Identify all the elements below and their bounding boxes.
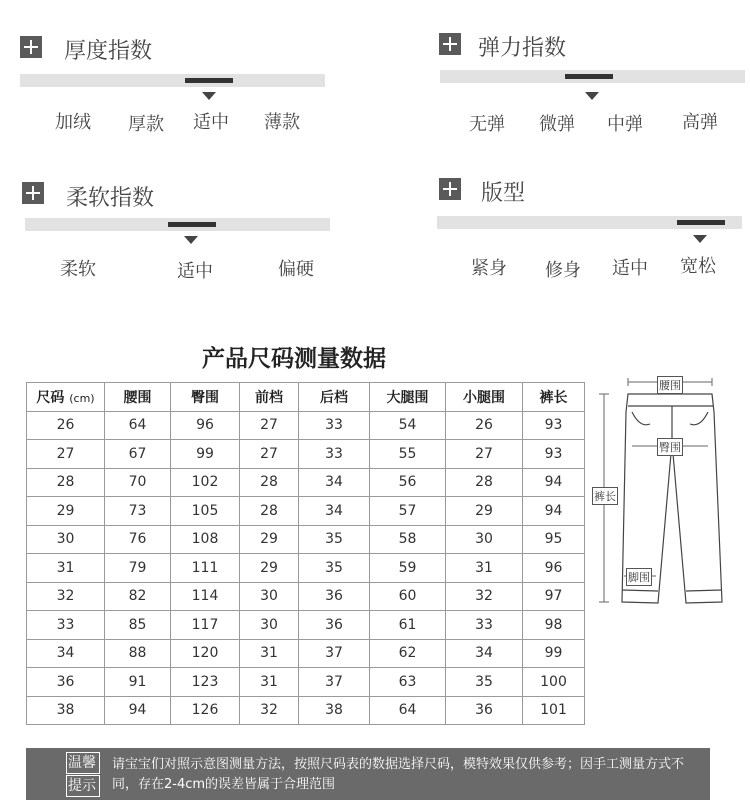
- table-cell: 55: [370, 440, 446, 469]
- plus-icon: [439, 33, 461, 55]
- reminder-tag-line: 提示: [66, 775, 100, 797]
- size-table-body: [27, 411, 585, 725]
- table-cell: 88: [105, 639, 171, 668]
- column-header: 小腿围: [446, 383, 523, 412]
- table-cell: 59: [370, 554, 446, 583]
- table-cell: 29: [240, 554, 299, 583]
- thickness-level: 加绒: [55, 112, 91, 133]
- table-cell: 97: [523, 582, 585, 611]
- elasticity-level: 高弹: [682, 112, 718, 133]
- table-cell: 33: [446, 611, 523, 640]
- table-cell: 108: [171, 525, 240, 554]
- table-cell: 76: [105, 525, 171, 554]
- table-cell: 29: [27, 497, 105, 526]
- table-cell: 99: [171, 440, 240, 469]
- softness-level: 偏硬: [278, 259, 314, 280]
- table-row: [27, 639, 585, 668]
- table-row: [27, 582, 585, 611]
- table-row: [27, 668, 585, 697]
- table-cell: 61: [370, 611, 446, 640]
- table-cell: 33: [299, 411, 370, 440]
- table-row: [27, 611, 585, 640]
- table-cell: 82: [105, 582, 171, 611]
- table-cell: 60: [370, 582, 446, 611]
- elasticity-level: 中弹: [607, 114, 643, 135]
- elasticity-pointer-icon: [585, 92, 599, 100]
- table-cell: 35: [299, 525, 370, 554]
- fit-level: 适中: [612, 258, 648, 279]
- waist-label: 腰围: [657, 376, 683, 394]
- table-cell: 32: [446, 582, 523, 611]
- softness-title: 柔软指数: [66, 186, 155, 211]
- table-cell: 117: [171, 611, 240, 640]
- table-cell: 36: [299, 611, 370, 640]
- table-cell: 95: [523, 525, 585, 554]
- table-cell: 31: [27, 554, 105, 583]
- table-cell: 27: [446, 440, 523, 469]
- table-row: [27, 440, 585, 469]
- hip-label: 臀围: [657, 438, 683, 456]
- table-cell: 34: [27, 639, 105, 668]
- table-cell: 54: [370, 411, 446, 440]
- table-cell: 27: [240, 440, 299, 469]
- table-cell: 120: [171, 639, 240, 668]
- thickness-title: 厚度指数: [64, 39, 153, 64]
- table-cell: 29: [446, 497, 523, 526]
- table-cell: 37: [299, 668, 370, 697]
- table-cell: 31: [446, 554, 523, 583]
- table-row: [27, 411, 585, 440]
- column-header: 后档: [299, 383, 370, 412]
- table-cell: 27: [240, 411, 299, 440]
- thickness-level: 薄款: [264, 112, 300, 133]
- fit-indicator: [677, 220, 725, 225]
- softness-level: 柔软: [60, 259, 96, 280]
- table-cell: 38: [299, 696, 370, 725]
- fit-title: 版型: [481, 181, 526, 206]
- table-cell: 64: [370, 696, 446, 725]
- table-row: [27, 497, 585, 526]
- unit-label: (cm): [69, 391, 95, 405]
- table-cell: 105: [171, 497, 240, 526]
- table-cell: 28: [446, 468, 523, 497]
- table-cell: 30: [446, 525, 523, 554]
- fit-level: 宽松: [680, 256, 716, 277]
- thickness-level: 厚款: [128, 114, 164, 135]
- table-cell: 58: [370, 525, 446, 554]
- table-cell: 36: [446, 696, 523, 725]
- table-cell: 93: [523, 440, 585, 469]
- table-cell: 34: [299, 497, 370, 526]
- table-cell: 26: [27, 411, 105, 440]
- table-cell: 126: [171, 696, 240, 725]
- table-cell: 56: [370, 468, 446, 497]
- table-cell: 57: [370, 497, 446, 526]
- table-cell: 99: [523, 639, 585, 668]
- table-cell: 93: [523, 411, 585, 440]
- table-cell: 34: [446, 639, 523, 668]
- column-header: 腰围: [105, 383, 171, 412]
- table-cell: 28: [240, 497, 299, 526]
- table-cell: 36: [27, 668, 105, 697]
- table-cell: 28: [240, 468, 299, 497]
- table-cell: 73: [105, 497, 171, 526]
- table-cell: 98: [523, 611, 585, 640]
- size-table-title: 产品尺码测量数据: [202, 346, 386, 372]
- table-cell: 114: [171, 582, 240, 611]
- table-cell: 35: [299, 554, 370, 583]
- table-cell: 67: [105, 440, 171, 469]
- softness-indicator: [168, 222, 216, 227]
- column-header: [27, 383, 105, 412]
- reminder-tag: [66, 752, 100, 798]
- reminder-text: 请宝宝们对照示意图测量方法，按照尺码表的数据选择尺码，模特效果仅供参考；因手工测量方式不同，存在2-4cm的误差皆属于合理范围: [112, 757, 685, 792]
- plus-icon: [22, 182, 44, 204]
- table-cell: 96: [523, 554, 585, 583]
- table-cell: 101: [523, 696, 585, 725]
- thickness-level: 适中: [193, 112, 229, 133]
- table-cell: 31: [240, 639, 299, 668]
- table-row: [27, 554, 585, 583]
- thickness-indicator: [185, 78, 233, 83]
- table-cell: 91: [105, 668, 171, 697]
- size-table: [26, 382, 585, 725]
- table-cell: 27: [27, 440, 105, 469]
- table-cell: 62: [370, 639, 446, 668]
- fit-level: 紧身: [471, 258, 507, 279]
- leg-opening-label: 脚围: [626, 568, 652, 586]
- table-cell: 102: [171, 468, 240, 497]
- table-row: [27, 468, 585, 497]
- table-cell: 31: [240, 668, 299, 697]
- table-cell: 111: [171, 554, 240, 583]
- table-cell: 30: [27, 525, 105, 554]
- thickness-pointer-icon: [202, 92, 216, 100]
- fit-level: 修身: [545, 260, 581, 281]
- table-cell: 30: [240, 611, 299, 640]
- table-cell: 28: [27, 468, 105, 497]
- table-header-row: [27, 383, 585, 412]
- table-cell: 33: [299, 440, 370, 469]
- table-cell: 32: [27, 582, 105, 611]
- table-cell: 94: [523, 468, 585, 497]
- length-label: 裤长: [592, 487, 618, 505]
- table-cell: 37: [299, 639, 370, 668]
- softness-level: 适中: [177, 261, 213, 282]
- table-cell: 85: [105, 611, 171, 640]
- reminder-tag-line: 温馨: [66, 752, 100, 774]
- fit-pointer-icon: [693, 235, 707, 243]
- plus-icon: [20, 36, 42, 58]
- elasticity-level: 微弹: [539, 114, 575, 135]
- column-header: 大腿围: [370, 383, 446, 412]
- elasticity-level: 无弹: [469, 114, 505, 135]
- size-header-label: 尺码: [36, 389, 65, 406]
- table-cell: 64: [105, 411, 171, 440]
- thickness-scale-bar: [20, 74, 325, 87]
- table-cell: 26: [446, 411, 523, 440]
- table-cell: 32: [240, 696, 299, 725]
- table-cell: 30: [240, 582, 299, 611]
- table-cell: 100: [523, 668, 585, 697]
- softness-pointer-icon: [184, 236, 198, 244]
- column-header: 前档: [240, 383, 299, 412]
- table-cell: 70: [105, 468, 171, 497]
- table-cell: 34: [299, 468, 370, 497]
- table-row: [27, 525, 585, 554]
- elasticity-title: 弹力指数: [478, 36, 567, 61]
- table-cell: 123: [171, 668, 240, 697]
- table-cell: 96: [171, 411, 240, 440]
- table-row: [27, 696, 585, 725]
- plus-icon: [439, 178, 461, 200]
- table-cell: 29: [240, 525, 299, 554]
- column-header: 臀围: [171, 383, 240, 412]
- column-header: 裤长: [523, 383, 585, 412]
- elasticity-indicator: [565, 74, 613, 79]
- reminder-banner: [26, 748, 710, 800]
- table-cell: 79: [105, 554, 171, 583]
- table-cell: 63: [370, 668, 446, 697]
- table-cell: 36: [299, 582, 370, 611]
- table-cell: 94: [523, 497, 585, 526]
- table-cell: 38: [27, 696, 105, 725]
- table-cell: 33: [27, 611, 105, 640]
- table-cell: 35: [446, 668, 523, 697]
- table-cell: 94: [105, 696, 171, 725]
